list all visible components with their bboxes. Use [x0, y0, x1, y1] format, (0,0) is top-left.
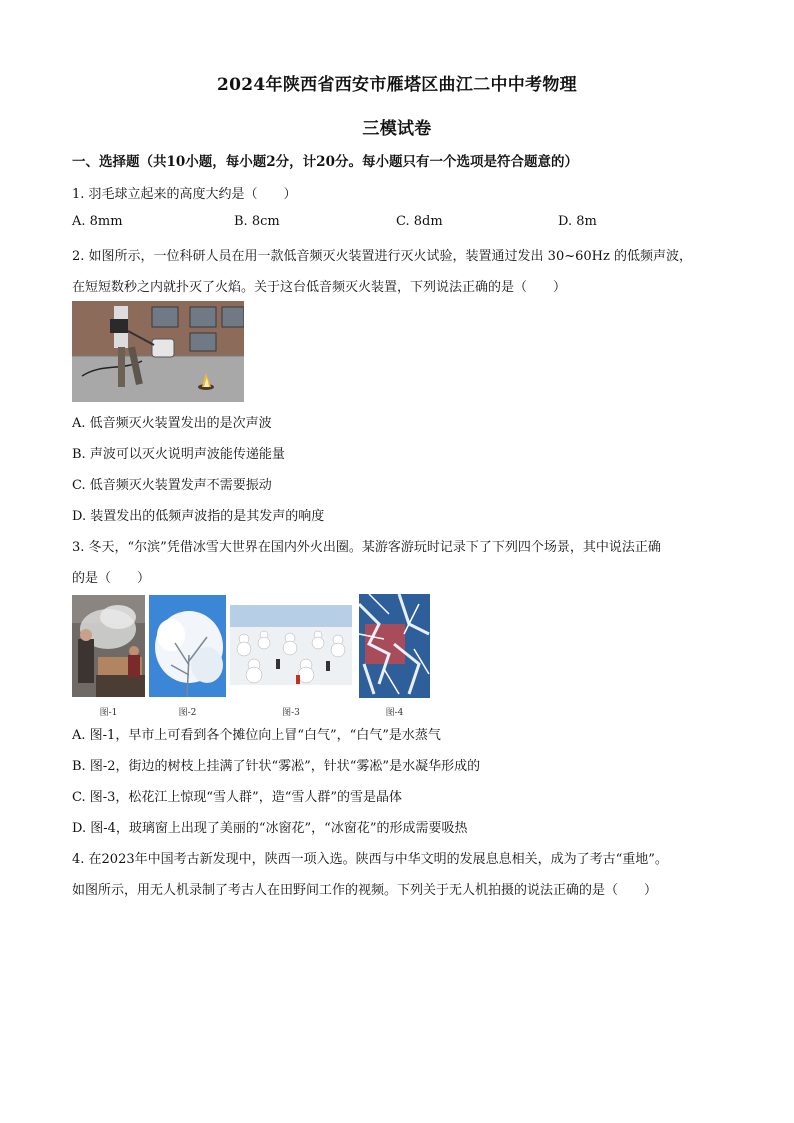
q3-stem-line1: 3. 冬天，“尔滨”凭借冰雪大世界在国内外火出圈。某游客游玩时记录下了下列四个场景，其中说法正确	[72, 540, 661, 555]
q3-photo-4-ice-window-flowers	[359, 594, 430, 698]
q3-option-d: D. 图-4，玻璃窗上出现了美丽的“冰窗花”，“冰窗花”的形成需要吸热	[72, 821, 468, 836]
q3-stem-line2: 的是（ ）	[72, 571, 151, 586]
q3-option-b: B. 图-2，街边的树枝上挂满了针状“雾凇”，针状“雾凇”是水凝华形成的	[72, 759, 481, 774]
q3-option-c: C. 图-3，松花江上惊现“雪人群”，造“雪人群”的雪是晶体	[72, 790, 402, 805]
q3-photo-2-rime-tree	[149, 595, 226, 697]
q2-option-c: C. 低音频灭火装置发声不需要振动	[72, 478, 272, 493]
q1-stem: 1. 羽毛球立起来的高度大约是（ ）	[72, 187, 297, 202]
q4-stem-line1: 4. 在2023年中国考古新发现中，陕西一项入选。陕西与中华文明的发展息息相关，成为了考古“重地”。	[72, 852, 668, 867]
section-heading: 一、选择题（共10小题，每小题2分，计20分。每小题只有一个选项是符合题意的）	[72, 154, 578, 170]
q1-option-a: A. 8mm	[72, 214, 123, 229]
exam-title-line2: 三模试卷	[362, 119, 432, 139]
q3-option-a: A. 图-1，早市上可看到各个摊位向上冒“白气”，“白气”是水蒸气	[72, 728, 441, 743]
q1-option-b: B. 8cm	[234, 214, 280, 229]
q1-option-d: D. 8m	[558, 214, 597, 229]
q1-option-c: C. 8dm	[396, 214, 443, 229]
exam-title-line1: 2024年陕西省西安市雁塔区曲江二中中考物理	[217, 75, 577, 95]
q3-photo-3-snowmen	[230, 605, 352, 685]
q3-caption-2: 图-2	[178, 708, 197, 718]
q2-option-b: B. 声波可以灭火说明声波能传递能量	[72, 447, 285, 462]
q2-stem-line2: 在短短数秒之内就扑灭了火焰。关于这台低音频灭火装置，下列说法正确的是（ ）	[72, 280, 567, 295]
q2-option-d: D. 装置发出的低频声波指的是其发声的响度	[72, 509, 325, 524]
q3-caption-4: 图-4	[385, 708, 404, 718]
q3-caption-3: 图-3	[282, 708, 300, 718]
q2-option-a: A. 低音频灭火装置发出的是次声波	[72, 416, 272, 431]
q3-photo-1-market	[72, 595, 145, 697]
q4-stem-line2: 如图所示，用无人机录制了考古人在田野间工作的视频。下列关于无人机拍摄的说法正确的是（ ）	[72, 883, 658, 898]
q3-caption-1: 图-1	[99, 708, 118, 718]
q2-photo-fire-extinguisher	[72, 301, 244, 402]
q2-stem-line1: 2. 如图所示，一位科研人员在用一款低音频灭火装置进行灭火试验，装置通过发出 30~60Hz 的低频声波，	[72, 249, 692, 264]
